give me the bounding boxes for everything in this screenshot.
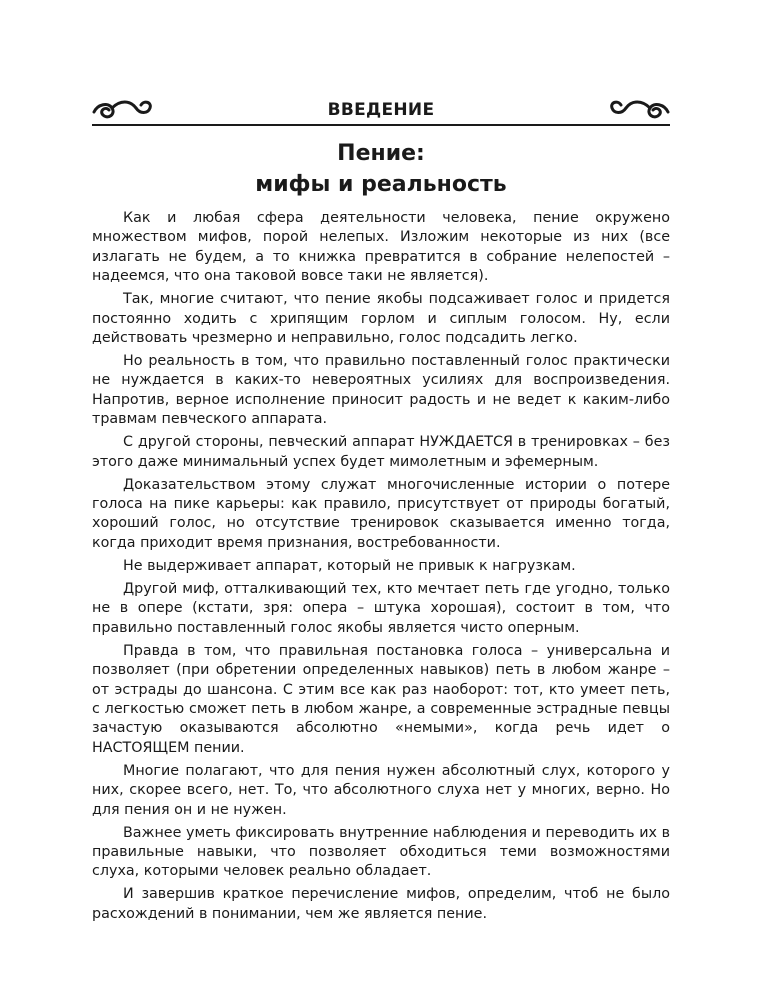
chapter-title-line-1: Пение: [337,141,425,166]
paragraph: Многие полагают, что для пения нужен абсолютный слух, которого у них, скорее всего, нет. То, что абсолютного слуха нет у многих, верно. Но для пения он и не нужен. [92,762,670,818]
header-rule [92,124,670,126]
running-header [92,96,670,126]
paragraph: Как и любая сфера деятельности человека, пение окружено множеством мифов, порой нелепых. Изложим некоторые из них (все излагать не будем, а то книжка превратится в собрание нелепостей – надеемся, что она таковой вовсе таки не является). [92,210,670,285]
paragraph: Доказательством этому служат многочисленные истории о потере голоса на пике карьеры: как правило, присутствует от природы богатый, хороший голос, но отсутствие тренировок сказывается именно тогда, когда приходит время признания, востребованности. [92,476,670,551]
paragraph: Не выдерживает аппарат, который не привык к нагрузкам. [123,557,576,574]
paragraph: Правда в том, что правильная постановка голоса – универсальна и позволяет (при обретении определенных навыков) петь в любом жанре – от эстрады до шансона. С этим все как раз наоборот: тот, кто умеет петь, с легкостью сможет петь в любом жанре, а современные эстрадные певцы зачастую оказываются абсолютно «немыми», когда речь идет о НАСТОЯЩЕМ пении. [92,642,670,756]
section-title: ВВЕДЕНИЕ [327,100,435,120]
paragraph: С другой стороны, певческий аппарат НУЖДАЕТСЯ в тренировках – без этого даже минимальный успех будет мимолетным и эфемерным. [92,434,670,470]
paragraph: И завершив краткое перечисление мифов, определим, чтоб не было расхождений в понимании, чем же является пение. [92,886,670,922]
chapter-title-line-2: мифы и реальность [255,172,507,197]
paragraph: Но реальность в том, что правильно поставленный голос практически не нуждается в каких-то невероятных усилиях для воспроизведения. Напротив, верное исполнение приносит радость и не ведет к каким-либо травмам певческого аппарата. [92,353,670,428]
body-text [92,209,670,928]
paragraph: Другой миф, отталкивающий тех, кто мечтает петь где угодно, только не в опере (кстати, зря: опера – штука хорошая), состоит в том, что правильно поставленный голос якобы является чисто оперным. [92,580,670,636]
scroll-ornament-icon [610,96,670,122]
paragraph: Так, многие считают, что пение якобы подсаживает голос и придется постоянно ходить с хрипящим горлом и сиплым голосом. Ну, если действовать чрезмерно и неправильно, голос подсадить легко. [92,291,670,347]
paragraph: Важнее уметь фиксировать внутренние наблюдения и переводить их в правильные навыки, что позволяет обходиться теми возможностями слуха, которыми человек реально обладает. [92,824,670,880]
chapter-title [92,138,670,200]
